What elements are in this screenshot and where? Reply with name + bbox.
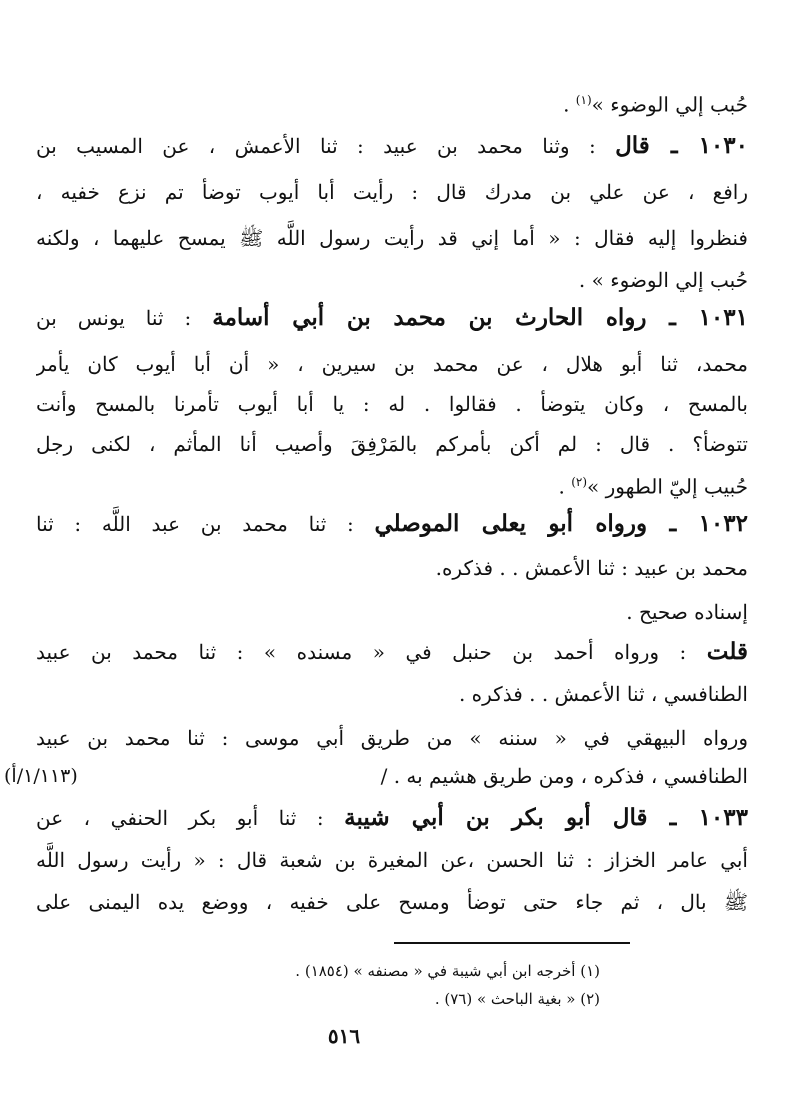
line-text: : وثنا محمد بن عبيد : ثنا الأعمش ، عن المسيب بن xyxy=(36,134,616,158)
line-tail: . xyxy=(563,92,576,117)
text-line-2 xyxy=(36,128,748,164)
footnote-ref-1: (١) xyxy=(575,93,592,107)
qultu-heading: قلت xyxy=(706,638,748,665)
text-line-11 xyxy=(36,506,748,542)
line-text: : ورواه أحمد بن حنبل في « مسنده » : ثنا محمد بن عبيد xyxy=(36,640,707,664)
text-line-19 xyxy=(36,842,748,878)
text-line-4 xyxy=(36,220,748,256)
line-text: إسناده صحيح . xyxy=(626,600,748,624)
line-text: تتوضأ؟ . قال : لم أكن بأمركم بالمَرْفِقَ وأصيب أنا المأثم ، لكنى رجل xyxy=(36,432,748,456)
hadith-number-1032: ١٠٣٢ ـ ورواه أبو يعلى الموصلي xyxy=(374,510,748,537)
line-text: محمد، ثنا أبو هلال ، عن محمد بن سيرين ، « أن أبا أيوب كان يأمر xyxy=(36,352,748,376)
text-line-8 xyxy=(36,386,748,422)
text-line-12 xyxy=(36,550,748,586)
line-text: الطنافسي ، ثنا الأعمش . . فذكره . xyxy=(458,682,748,706)
line-tail: . xyxy=(558,474,572,499)
line-text: الطنافسي ، فذكره ، ومن طريق هشيم به . / xyxy=(380,764,748,788)
text-line-10 xyxy=(36,464,748,505)
text-line-3 xyxy=(36,174,748,210)
line-text: رافع ، عن علي بن مدرك قال : رأيت أبا أيوب توضأ تم نزع خفيه ، xyxy=(36,180,748,204)
text-line-5 xyxy=(36,262,748,298)
line-text: فنظروا إليه فقال : « أما إني قد رأيت رسول اللَّه ﷺ يمسح عليهما ، ولكنه xyxy=(36,226,748,250)
hadith-number-1030: ١٠٣٠ ـ قال xyxy=(615,132,748,159)
line-text: أبي عامر الخزاز : ثنا الحسن ،عن المغيرة بن شعبة قال : « رأيت رسول اللَّه xyxy=(36,848,748,872)
footnote-ref-2: (٢) xyxy=(571,475,588,489)
text-line-6 xyxy=(36,300,748,336)
line-text: ورواه البيهقي في « سننه » من طريق أبي موسى : ثنا محمد بن عبيد xyxy=(36,726,748,750)
text-line-14 xyxy=(36,634,748,670)
footnote-2: (٢) « بغية الباحث » (٧٦) . xyxy=(434,990,600,1008)
hadith-number-1033: ١٠٣٣ ـ قال أبو بكر بن أبي شيبة xyxy=(344,804,748,831)
text-line-15 xyxy=(36,676,748,712)
text-line-18 xyxy=(36,800,748,836)
line-text: حُبب إلي الوضوء » xyxy=(591,92,748,117)
line-text: ﷺ بال ، ثم جاء حتى توضأ ومسح على خفيه ، ووضع يده اليمنى على xyxy=(36,890,748,914)
text-line-16 xyxy=(36,720,748,756)
line-text: محمد بن عبيد : ثنا الأعمش . . فذكره. xyxy=(435,556,748,580)
text-line-13 xyxy=(36,594,748,630)
line-text: حُبب إلي الوضوء » . xyxy=(578,268,748,292)
text-line-17 xyxy=(36,758,748,794)
margin-reference: (١/١١٣/أ) xyxy=(4,765,78,787)
footnote-divider xyxy=(394,942,630,944)
line-text: : ثنا محمد بن عبد اللَّه : ثنا xyxy=(36,512,375,536)
text-line-7 xyxy=(36,346,748,382)
footnote-1: (١) أخرجه ابن أبي شيبة في « مصنفه » (١٨٥٤) . xyxy=(295,962,600,980)
text-line-9 xyxy=(36,426,748,462)
line-text: بالمسح ، وكان يتوضأ . فقالوا . له : يا أبا أيوب تأمرنا بالمسح وأنت xyxy=(36,392,748,416)
text-line-1 xyxy=(36,82,748,123)
line-text: حُبيب إليّ الطهور » xyxy=(587,474,748,499)
text-line-20 xyxy=(36,884,748,920)
hadith-number-1031: ١٠٣١ ـ رواه الحارث بن محمد بن أبي أسامة xyxy=(212,304,748,331)
line-text: : ثنا يونس بن xyxy=(36,306,213,330)
page-number: ٥١٦ xyxy=(327,1024,361,1048)
line-text: : ثنا أبو بكر الحنفي ، عن xyxy=(36,806,345,830)
